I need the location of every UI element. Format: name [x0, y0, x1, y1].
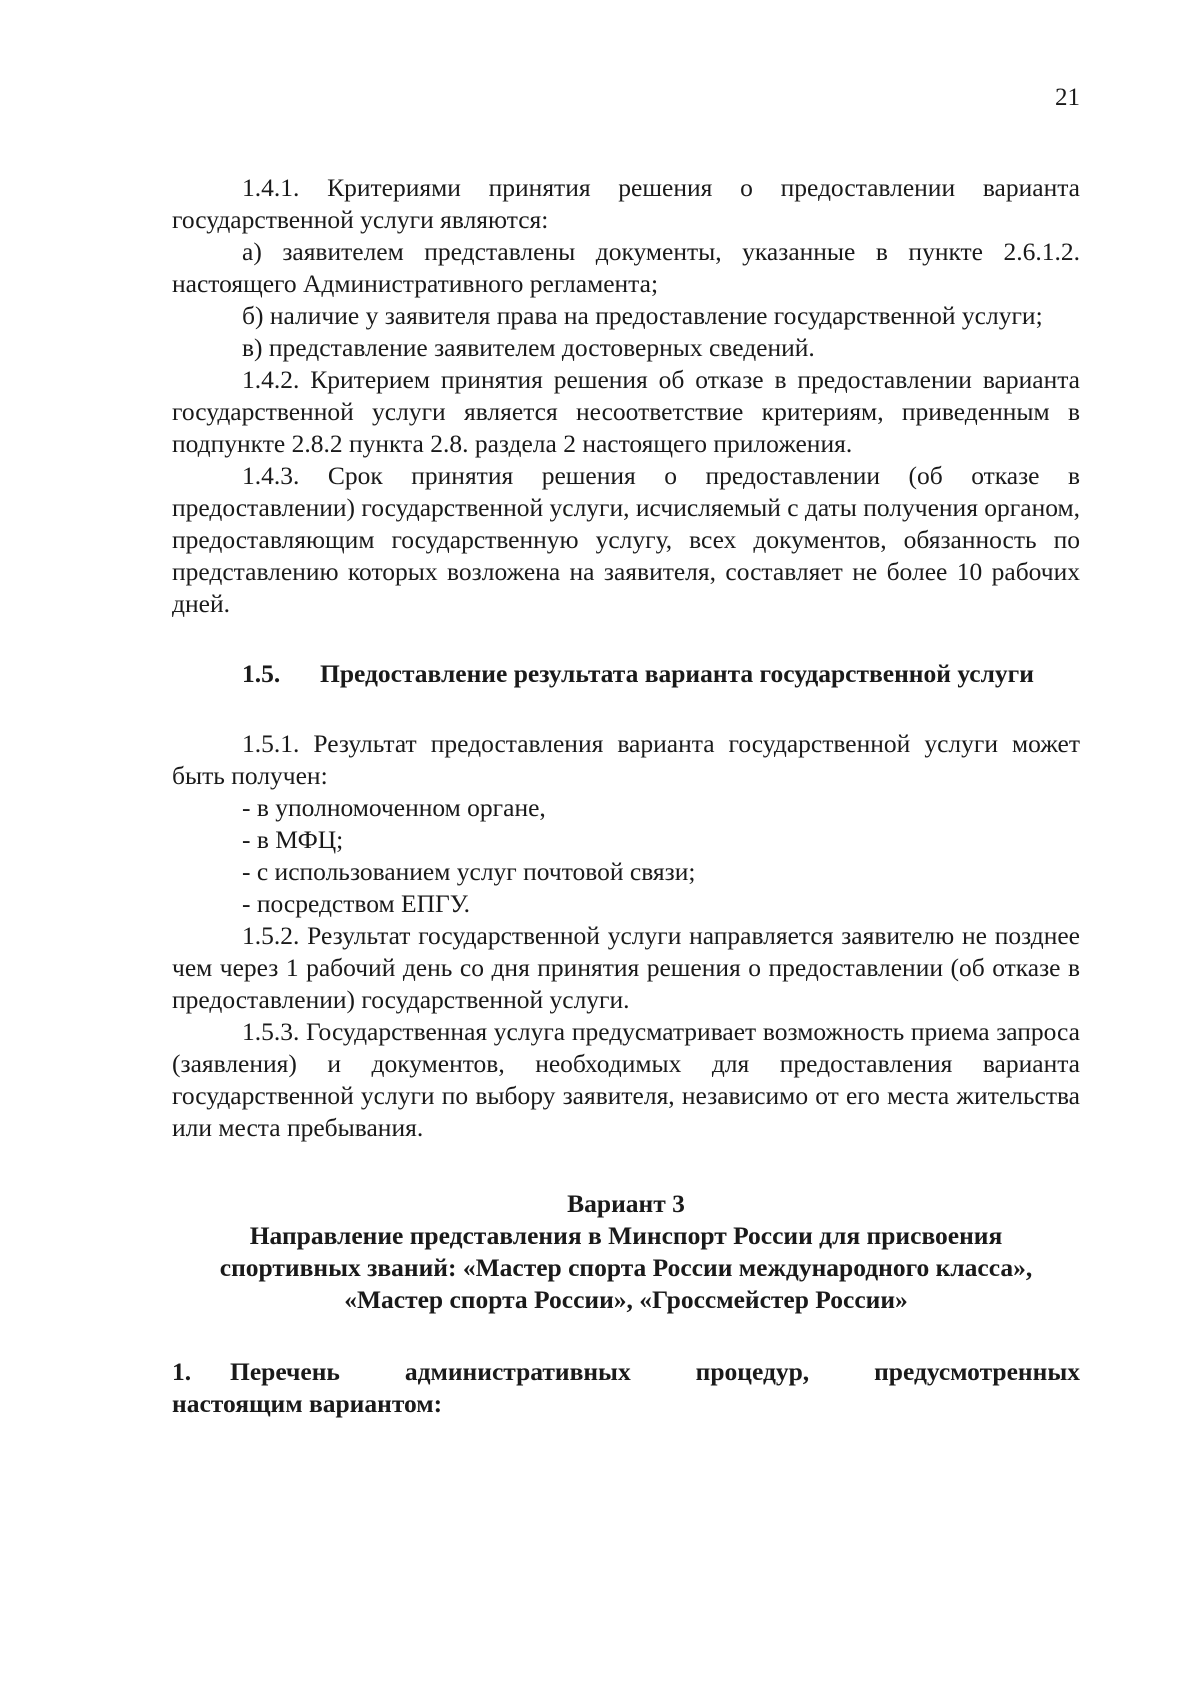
paragraph-1-5-2: 1.5.2. Результат государственной услуги направляется заявителю не позднее чем через 1 рабочий день со дня принятия решения о предоставлении (об отказе в предоставлении) государственной услуги. — [172, 921, 1080, 1014]
document-body — [172, 172, 1080, 1420]
paragraph-criterion-b: б) наличие у заявителя права на предоставление государственной услуги; — [242, 301, 1043, 330]
variant-subtitle-line-2: спортивных званий: «Мастер спорта России международного класса», — [219, 1253, 1033, 1282]
list-item: - посредством ЕПГУ. — [242, 889, 471, 918]
variant-heading — [172, 1188, 1080, 1316]
page-number: 21 — [1055, 84, 1080, 111]
paragraph-1-5-1: 1.5.1. Результат предоставления варианта государственной услуги может быть получен: — [172, 729, 1080, 790]
section-word: Перечень — [230, 1357, 340, 1386]
list-item: - в МФЦ; — [242, 825, 344, 854]
section-heading-text: Предоставление результата варианта государственной услуги — [320, 659, 1034, 688]
paragraph-1-4-3: 1.4.3. Срок принятия решения о предоставлении (об отказе в предоставлении) государственной услуги, исчисляемый с даты получения органом, предоставляющим государственную услугу, всех документов, обязанность по представлению которых возложена на заявителя, составляет не более 10 рабочих дней. — [172, 461, 1080, 618]
paragraph-1-5-3: 1.5.3. Государственная услуга предусматривает возможность приема запроса (заявления) и документов, необходимых для предоставления варианта государственной услуги по выбору заявителя, независимо от его места жительства или места пребывания. — [172, 1017, 1080, 1142]
paragraph-1-4-2: 1.4.2. Критерием принятия решения об отказе в предоставлении варианта государственной услуги является несоответствие критериям, приведенным в подпункте 2.8.2 пункта 2.8. раздела 2 настоящего приложения. — [172, 365, 1080, 458]
section-heading-1-5 — [172, 658, 1080, 690]
paragraph-criterion-a: а) заявителем представлены документы, указанные в пункте 2.6.1.2. настоящего Административного регламента; — [172, 237, 1080, 298]
variant-subtitle-line-1: Направление представления в Минспорт России для присвоения — [249, 1221, 1003, 1250]
paragraph-criterion-c: в) представление заявителем достоверных сведений. — [242, 333, 815, 362]
list-item: - с использованием услуг почтовой связи; — [242, 857, 696, 886]
section-heading-number: 1.5. — [242, 659, 281, 688]
section-word: административных — [404, 1357, 631, 1386]
section-heading-line-2: настоящим вариантом: — [172, 1389, 443, 1418]
section-heading-1 — [172, 1356, 1080, 1420]
paragraph-1-4-1: 1.4.1. Критериями принятия решения о предоставлении варианта государственной услуги являются: — [172, 173, 1080, 234]
list-item: - в уполномоченном органе, — [242, 793, 546, 822]
section-word: процедур, — [695, 1357, 810, 1386]
section-number: 1. — [172, 1357, 192, 1386]
section-word: предусмотренных — [874, 1357, 1080, 1386]
variant-title: Вариант 3 — [567, 1189, 685, 1218]
variant-subtitle-line-3: «Мастер спорта России», «Гроссмейстер России» — [344, 1285, 908, 1314]
